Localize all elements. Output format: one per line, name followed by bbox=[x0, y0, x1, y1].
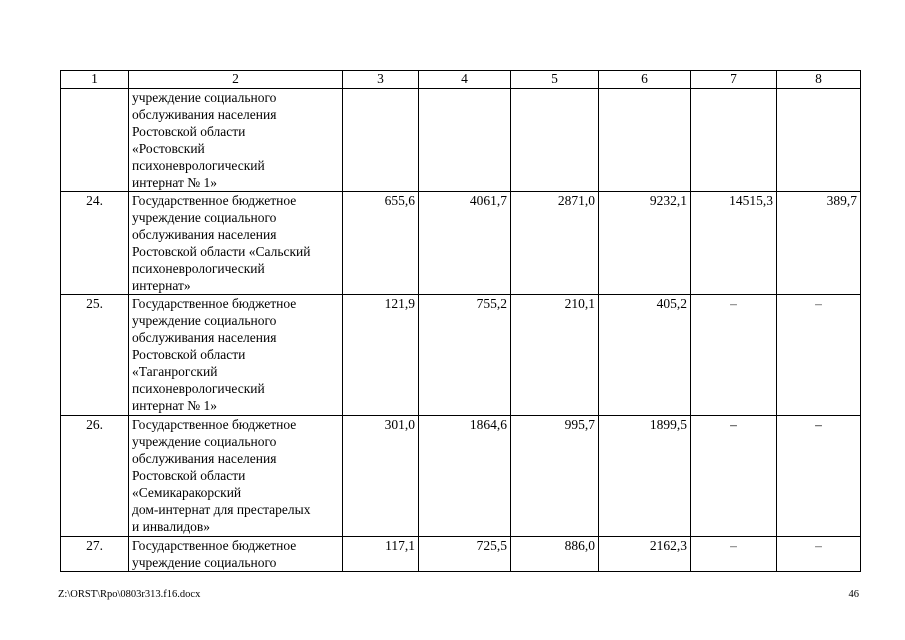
cell-col6 bbox=[599, 89, 691, 192]
cell-col7 bbox=[691, 537, 777, 572]
cell-col3: 117,1 bbox=[343, 537, 419, 572]
cell-col5 bbox=[511, 89, 599, 192]
table-row bbox=[61, 295, 861, 416]
cell-col5: 2871,0 bbox=[511, 192, 599, 295]
cell-col8: 389,7 bbox=[777, 192, 861, 295]
header-cell-3: 3 bbox=[343, 71, 419, 89]
dash-value: – bbox=[815, 296, 822, 311]
dash-value: – bbox=[730, 538, 737, 553]
cell-col3: 301,0 bbox=[343, 416, 419, 537]
institution-name: Государственное бюджетное учреждение социального bbox=[129, 537, 343, 572]
row-number: 24. bbox=[61, 192, 129, 295]
cell-col6: 1899,5 bbox=[599, 416, 691, 537]
institution-name: учреждение социального обслуживания населения Ростовской области «Ростовский психоневрологический интернат № 1» bbox=[129, 89, 343, 192]
dash-value: – bbox=[815, 538, 822, 553]
table-row bbox=[61, 416, 861, 537]
table-row bbox=[61, 537, 861, 572]
table-row bbox=[61, 192, 861, 295]
cell-col5: 995,7 bbox=[511, 416, 599, 537]
institution-name: Государственное бюджетное учреждение социального обслуживания населения Ростовской области «Сальский психоневрологический интернат» bbox=[129, 192, 343, 295]
row-number: 25. bbox=[61, 295, 129, 416]
cell-col8 bbox=[777, 537, 861, 572]
header-cell-6: 6 bbox=[599, 71, 691, 89]
header-cell-5: 5 bbox=[511, 71, 599, 89]
header-row bbox=[61, 71, 861, 89]
cell-col8 bbox=[777, 416, 861, 537]
page-number: 46 bbox=[848, 589, 859, 600]
cell-col3 bbox=[343, 89, 419, 192]
cell-col8 bbox=[777, 295, 861, 416]
data-table bbox=[60, 70, 861, 572]
cell-col8 bbox=[777, 89, 861, 192]
cell-col5: 210,1 bbox=[511, 295, 599, 416]
cell-col7 bbox=[691, 295, 777, 416]
cell-col6: 405,2 bbox=[599, 295, 691, 416]
footer-file-path: Z:\ORST\Rpo\0803r313.f16.docx bbox=[58, 589, 201, 600]
dash-value: – bbox=[730, 417, 737, 432]
row-number: 27. bbox=[61, 537, 129, 572]
cell-col6: 2162,3 bbox=[599, 537, 691, 572]
cell-col4: 4061,7 bbox=[419, 192, 511, 295]
cell-col4: 755,2 bbox=[419, 295, 511, 416]
table-row bbox=[61, 89, 861, 192]
header-cell-1: 1 bbox=[61, 71, 129, 89]
cell-col3: 121,9 bbox=[343, 295, 419, 416]
cell-col7 bbox=[691, 89, 777, 192]
cell-col4 bbox=[419, 89, 511, 192]
row-number: 26. bbox=[61, 416, 129, 537]
header-cell-7: 7 bbox=[691, 71, 777, 89]
cell-col5: 886,0 bbox=[511, 537, 599, 572]
cell-col7 bbox=[691, 416, 777, 537]
cell-col6: 9232,1 bbox=[599, 192, 691, 295]
cell-col3: 655,6 bbox=[343, 192, 419, 295]
header-cell-2: 2 bbox=[129, 71, 343, 89]
row-number bbox=[61, 89, 129, 192]
header-cell-4: 4 bbox=[419, 71, 511, 89]
header-cell-8: 8 bbox=[777, 71, 861, 89]
cell-col4: 725,5 bbox=[419, 537, 511, 572]
institution-name: Государственное бюджетное учреждение социального обслуживания населения Ростовской области «Семикаракорский дом-интернат для престарелых и инвалидов» bbox=[129, 416, 343, 537]
institution-name: Государственное бюджетное учреждение социального обслуживания населения Ростовской области «Таганрогский психоневрологический интернат № 1» bbox=[129, 295, 343, 416]
cell-col4: 1864,6 bbox=[419, 416, 511, 537]
cell-col7: 14515,3 bbox=[691, 192, 777, 295]
dash-value: – bbox=[730, 296, 737, 311]
dash-value: – bbox=[815, 417, 822, 432]
